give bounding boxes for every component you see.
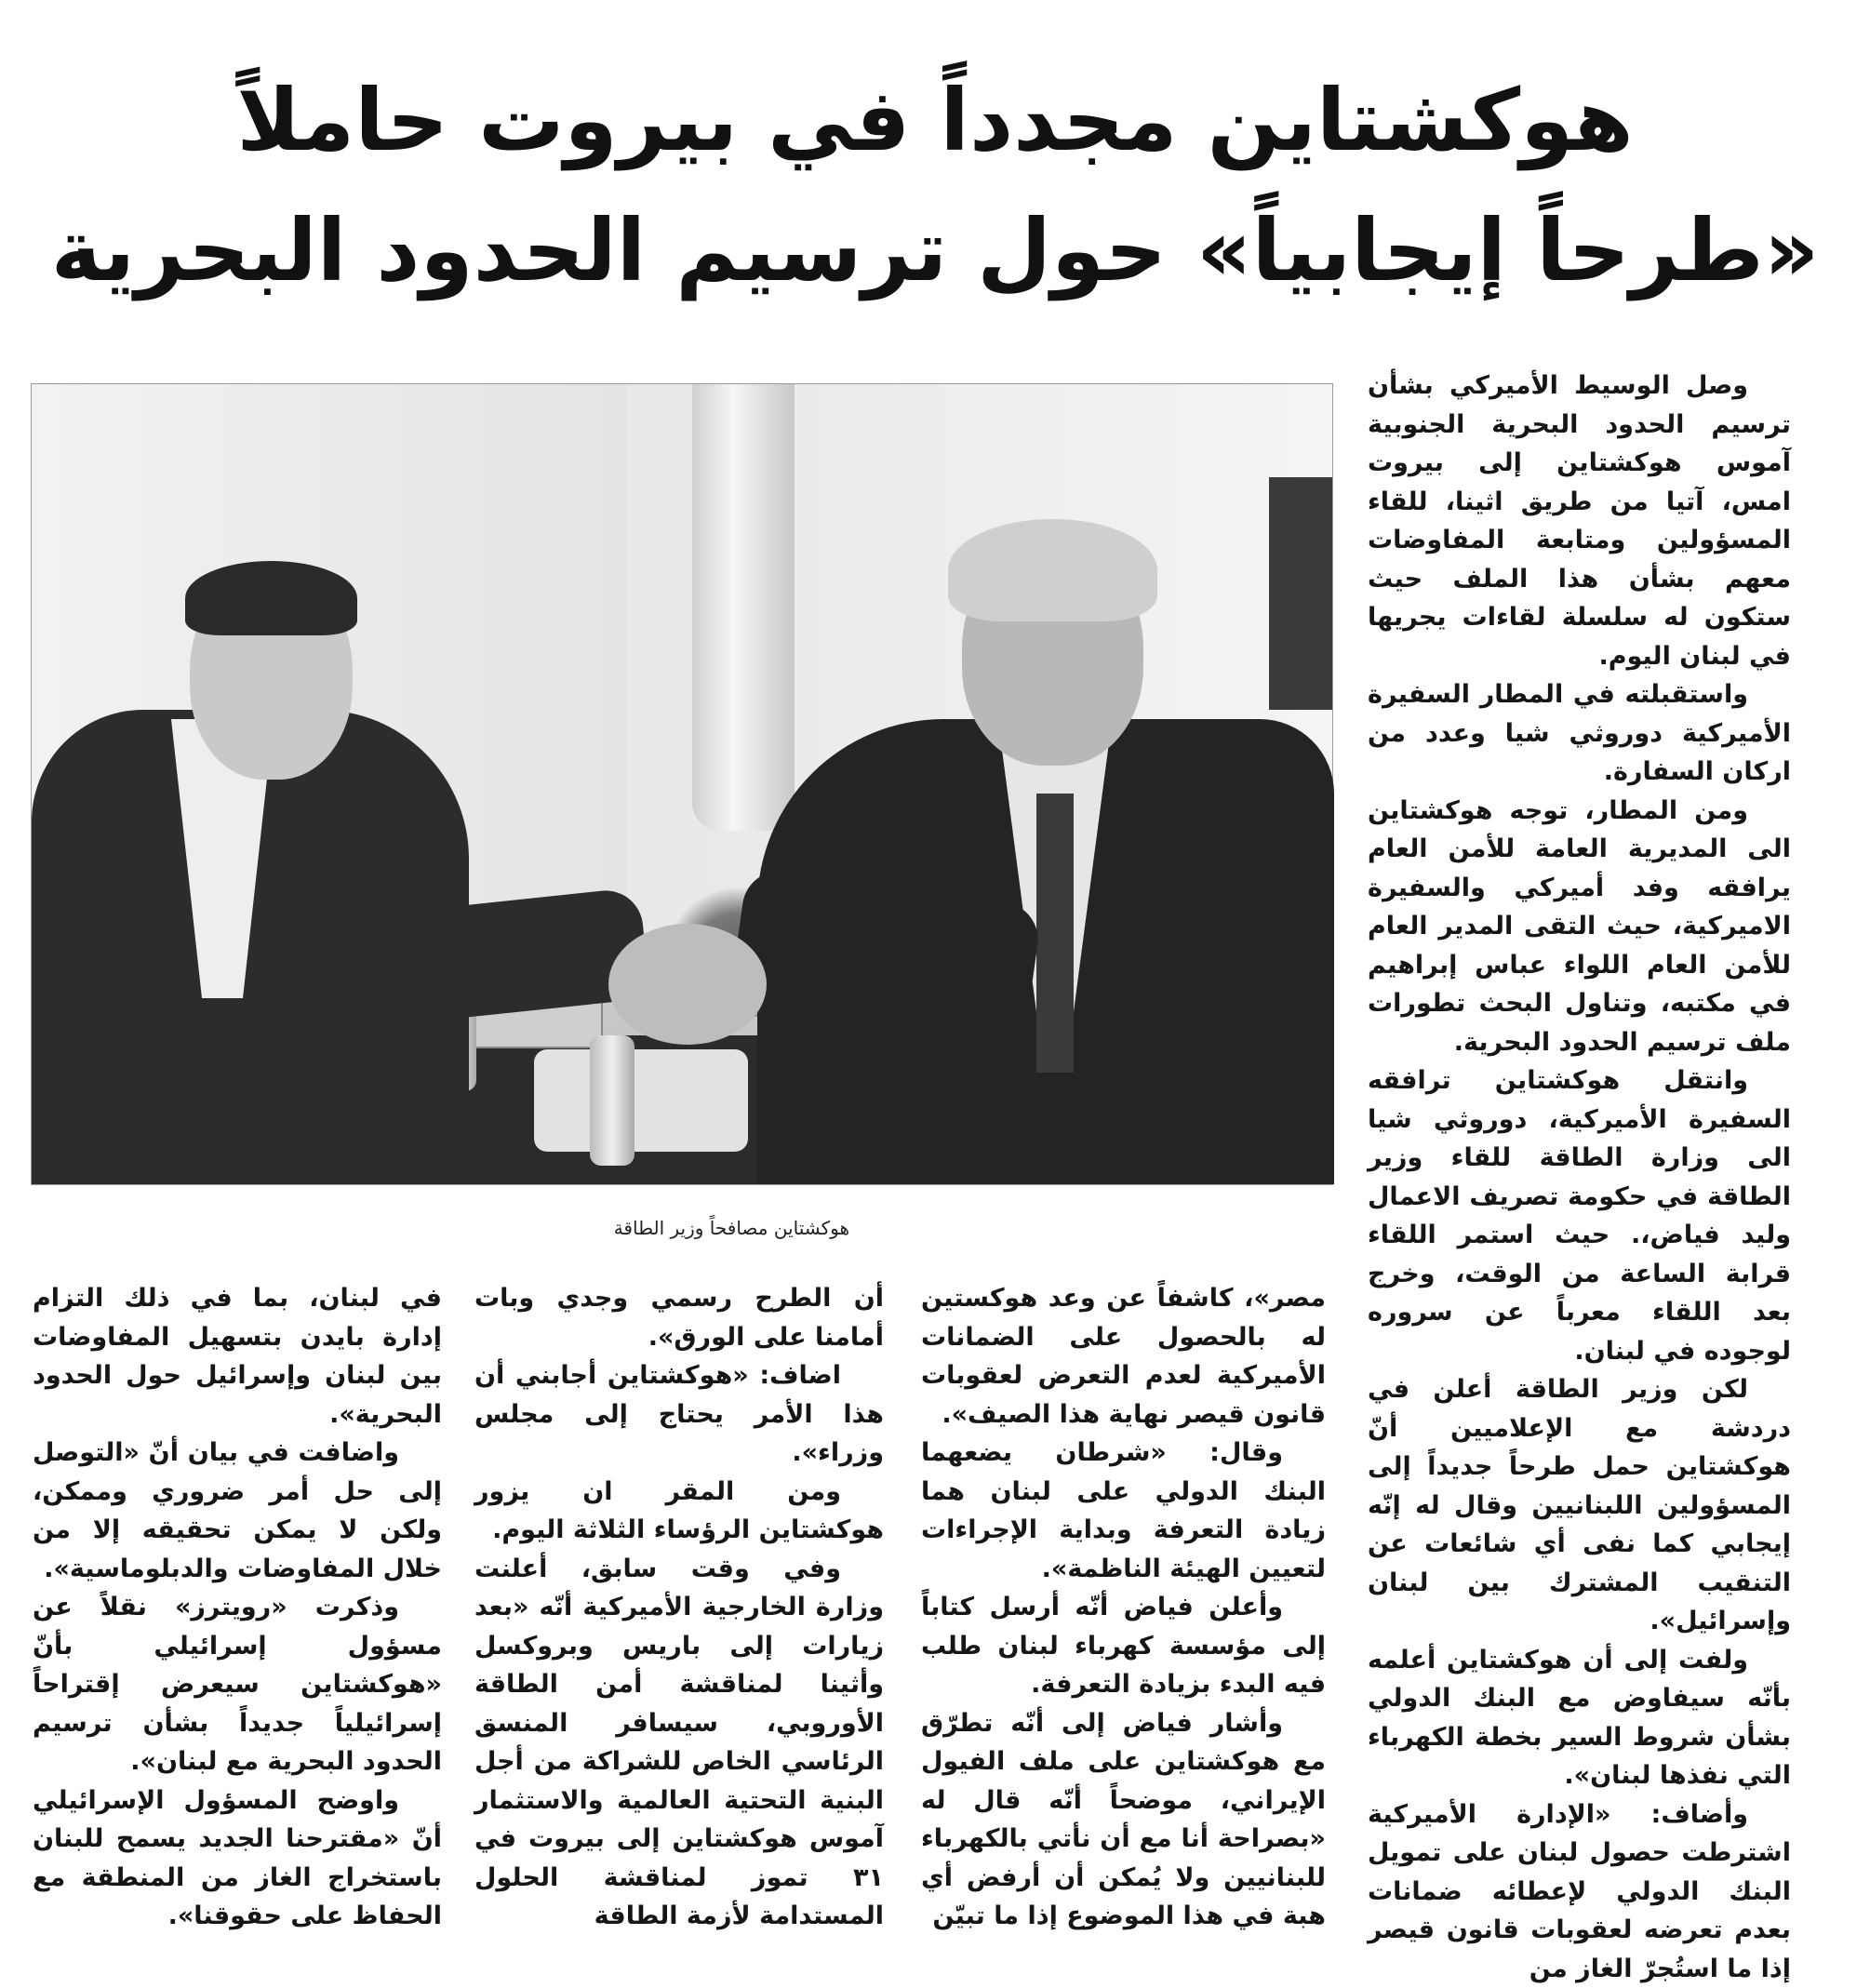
- paragraph: ومن المطار، توجه هوكشتاين الى المديرية العامة للأمن العام يرافقه وفد أميركي والسفيرة الاميركية، حيث التقى المدير العام للأمن العام اللواء عباس إبراهيم في مكتبه، وتناول البحث تطورات ملف ترسيم الحدود البحرية.: [1368, 792, 1791, 1062]
- paragraph: واستقبلته في المطار السفيرة الأميركية دوروثي شيا وعدد من اركان السفارة.: [1368, 675, 1791, 792]
- paragraph: وأشار فياض إلى أنّه تطرّق مع هوكشتاين على ملف الفيول الإيراني، موضحاً أنّه قال له «بصراحة أنا مع أن نأتي بالكهرباء للبنانيين ولا يُمكن أن أرفض أي هبة في هذا الموضوع إذا ما تبيّن: [921, 1704, 1326, 1936]
- paragraph: مصر»، كاشفاً عن وعد هوكستين له بالحصول على الضمانات الأميركية لعدم التعرض لعقوبات قانون قيصر نهاية هذا الصيف».: [921, 1279, 1326, 1434]
- photo-flag: [692, 384, 795, 831]
- paragraph: وانتقل هوكشتاين ترافقه السفيرة الأميركية، دوروثي شيا الى وزارة الطاقة للقاء وزير الطاقة في حكومة تصريف الاعمال وليد فياض،. حيث استمر اللقاء قرابة الساعة من الوقت، وخرج بعد اللقاء معرباً عن سروره لوجوده في لبنان.: [1368, 1061, 1791, 1370]
- article-column-bottom-3: [33, 1279, 442, 1965]
- paragraph: ومن المقر ان يزور هوكشتاين الرؤساء الثلاثة اليوم.: [474, 1473, 884, 1550]
- photo-monitor: [1269, 477, 1332, 710]
- headline-line-2: «طرحاً إيجابياً» حول ترسيم الحدود البحرية: [0, 195, 1870, 307]
- paragraph: وفي وقت سابق، أعلنت وزارة الخارجية الأميركية أنّه «بعد زيارات إلى باريس وبروكسل وأثينا لمناقشة أمن الطاقة الأوروبي، سيسافر المنسق الرئاسي الخاص للشراكة من أجل البنية التحتية العالمية والاستثمار آموس هوكشتاين إلى بيروت في ٣١ تموز لمناقشة الحلول المستدامة لأزمة الطاقة: [474, 1550, 884, 1936]
- paragraph: واضافت في بيان أنّ «التوصل إلى حل أمر ضروري وممكن، ولكن لا يمكن تحقيقه إلا من خلال المفاوضات والدبلوماسية».: [33, 1434, 442, 1588]
- paragraph: ولفت إلى أن هوكشتاين أعلمه بأنّه سيفاوض مع البنك الدولي بشأن شروط السير بخطة الكهرباء التي نفذها لبنان».: [1368, 1641, 1791, 1795]
- paragraph: وأضاف: «الإدارة الأميركية اشترطت حصول لبنان على تمويل البنك الدولي لإعطائه ضمانات بعدم تعرضه لعقوبات قانون قيصر إذا ما استُجرّ الغاز من: [1368, 1795, 1791, 1988]
- paragraph: لكن وزير الطاقة أعلن في دردشة مع الإعلاميين أنّ هوكشتاين حمل طرحاً جديداً إلى المسؤولين اللبنانيين وقال له إنّه إيجابي كما نفى أي شائعات عن التنقيب المشترك بين لبنان وإسرائيل».: [1368, 1370, 1791, 1641]
- paragraph: اضاف: «هوكشتاين أجابني أن هذا الأمر يحتاج إلى مجلس وزراء».: [474, 1356, 884, 1473]
- paragraph: واوضح المسؤول الإسرائيلي أنّ «مقترحنا الجديد يسمح للبنان باستخراج الغاز من المنطقة مع الحفاظ على حقوقنا».: [33, 1781, 442, 1936]
- photo-handshake: [608, 924, 767, 1045]
- paragraph: وذكرت «رويترز» نقلاً عن مسؤول إسرائيلي بأنّ «هوكشتاين سيعرض إقتراحاً إسرائيلياً جديداً بشأن ترسيم الحدود البحرية مع لبنان».: [33, 1588, 442, 1781]
- photo-person-left-hair: [185, 561, 357, 635]
- article-column-bottom-1: [921, 1279, 1326, 1965]
- article-column-bottom-2: [474, 1279, 884, 1965]
- paragraph: في لبنان، بما في ذلك التزام إدارة بايدن بتسهيل المفاوضات بين لبنان وإسرائيل حول الحدود البحرية».: [33, 1279, 442, 1434]
- photo-person-right-hair: [948, 519, 1157, 621]
- paragraph: وقال: «شرطان يضعهما البنك الدولي على لبنان هما زيادة التعرفة وبداية الإجراءات لتعيين الهيئة الناظمة».: [921, 1434, 1326, 1588]
- news-photo: [31, 383, 1333, 1185]
- paragraph: وصل الوسيط الأميركي بشأن ترسيم الحدود البحرية الجنوبية آموس هوكشتاين إلى بيروت امس، آتيا من طريق اثينا، للقاء المسؤولين ومتابعة المفاوضات معهم بشأن هذا الملف حيث ستكون له سلسلة لقاءات يجريها في لبنان اليوم.: [1368, 367, 1791, 675]
- paragraph: أن الطرح رسمي وجدي وبات أمامنا على الورق».: [474, 1279, 884, 1356]
- photo-person-right-tie: [1036, 794, 1074, 1073]
- article-column-right: [1368, 367, 1791, 1965]
- paragraph: وأعلن فياض أنّه أرسل كتاباً إلى مؤسسة كهرباء لبنان طلب فيه البدء بزيادة التعرفة.: [921, 1588, 1326, 1704]
- photo-caption: هوكشتاين مصافحاً وزير الطاقة: [31, 1217, 849, 1239]
- headline-line-1: هوكشتاين مجدداً في بيروت حاملاً: [0, 65, 1870, 177]
- photo-desk-phone: [534, 1049, 748, 1152]
- photo-water-bottle: [590, 1035, 634, 1166]
